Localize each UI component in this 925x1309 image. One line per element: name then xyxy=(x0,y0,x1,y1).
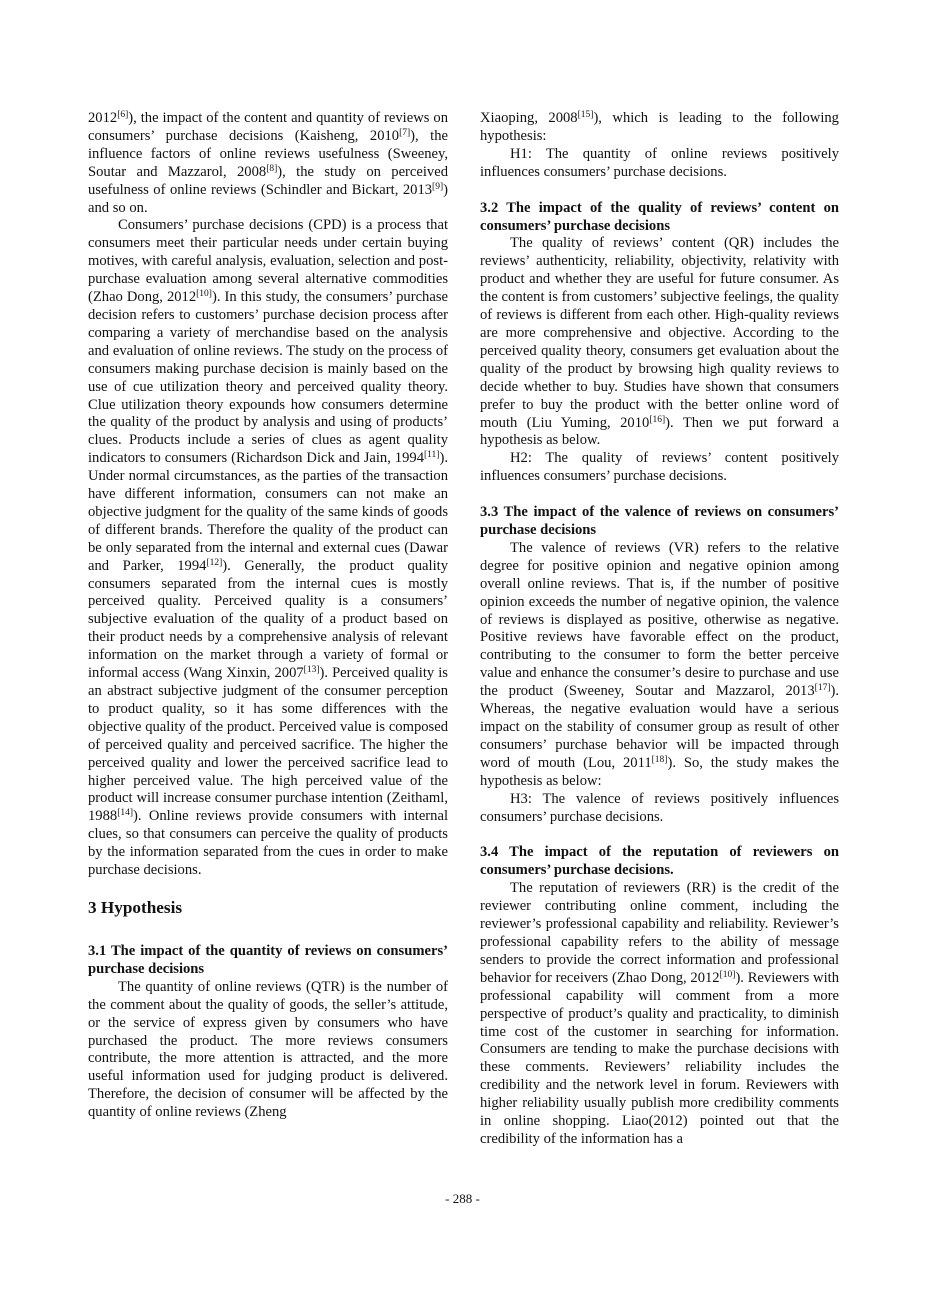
paragraph-reputation-of-reviewers: The reputation of reviewers (RR) is the credit of the reviewer contributing online comment, including the reviewer’s professional capability and reliability. Reviewer’s professional capability refers to the ability of message senders to provide the correct information and professional behavior for receivers (Zhao Dong, 2012[10]). Reviewers with professional capability will comment from a more perspective of product’s quality and practicality, to diminish time cost of the customer in searching for information. Consumers are tending to make the purchase decisions with these comments. Reviewers’ reliability includes the credibility and the network level in forum. Reviewers with higher reliability usually publish more credibility comments in online shopping. Liao(2012) pointed out that the credibility of the information has a xyxy=(480,880,839,1147)
left-column xyxy=(88,110,448,1122)
paragraph-valence-of-reviews: The valence of reviews (VR) refers to the relative degree for positive opinion and negative opinion among overall online reviews. That is, if the number of positive opinion exceeds the number of negative opinion, the valence of reviews is displayed as positive, otherwise as negative. Positive reviews have favorable effect on the product, contributing to the consumer to form the better perceive value and enhance the consumer’s desire to purchase and use the product (Sweeney, Soutar and Mazzarol, 2013[17]). Whereas, the negative evaluation would have a serious impact on the stability of consumer group as result of other consumers’ purchase behavior will be impacted through word of mouth (Lou, 2011[18]). So, the study makes the hypothesis as below: xyxy=(480,539,840,789)
paragraph-cpd-definition: Consumers’ purchase decisions (CPD) is a process that consumers meet their particular needs under certain buying motives, with careful analysis, evaluation, selection and post-purchase evaluation among several alternative commodities (Zhao Dong, 2012[10]). In this study, the consumers’ purchase decision refers to customers’ purchase decision process after comparing a variety of merchandise based on the analysis and evaluation of online reviews. The study on the process of consumers making purchase decision is mainly based on the use of cue utilization theory and perceived quality theory. Clue utilization theory expounds how consumers determine the quality of the product by analysis and using of products’ clues. Products include a series of clues as agent quality indicators to consumers (Richardson Dick and Jain, 1994[11]). Under normal circumstances, as the parties of the transaction have different information, consumers can not make an objective judgment for the quality of the same kinds of goods of different brands. Therefore the quality of the product can be only separated from the internal and external cues (Dawar and Parker, 1994[12]). Generally, the product quality consumers separated from the internal cues is mostly perceived quality. Perceived quality is a consumers’ subjective evaluation of the quality of a product based on their product needs by a comprehensive analysis of relevant information on the market through a variety of formal or informal access (Wang Xinxin, 2007[13]). Perceived quality is an abstract subjective judgment of the consumer perception to product quality, so it has some differences with the objective quality of the product. Perceived value is composed of perceived quality and perceived sacrifice. The higher the perceived quality and lower the perceived sacrifice lead to higher perceived value. The high perceived value of the product will increase consumer purchase intention (Zeithaml, 1988[14]). Online reviews provide consumers with internal clues, so that consumers can perceive the quality of products by the information separated from the cues in order to make purchase decisions. xyxy=(88,217,448,879)
citation-ref: [18] xyxy=(651,754,668,765)
citation-ref: [9] xyxy=(432,181,444,192)
citation-ref: [17] xyxy=(814,683,831,694)
paragraph-quality-of-content: The quality of reviews’ content (QR) includes the reviews’ authenticity, reliability, objectivity, relativity with product and whether they are useful for future consumer. As the content is from customers’ subjective feelings, the quality of reviews is different from each other. High-quality reviews are more comprehensive and objective. According to the perceived quality theory, consumers get evaluation about the quality of the product by browsing high quality reviews to decide whether to buy. Studies have shown that consumers prefer to buy the product with the better online word of mouth (Liu Yuming, 2010[16]). Then we put forward a hypothesis as below. xyxy=(480,235,839,449)
subsection-heading-3-1: 3.1 The impact of the quantity of reviews on consumers’ purchase decisions xyxy=(88,942,448,977)
citation-ref: [10] xyxy=(719,969,736,980)
subsection-heading-3-3: 3.3 The impact of the valence of reviews on consumers’ purchase decisions xyxy=(480,504,839,539)
citation-ref: [10] xyxy=(196,289,212,300)
citation-ref: [14] xyxy=(117,808,134,819)
citation-ref: [7] xyxy=(399,127,411,138)
citation-ref: [13] xyxy=(303,665,320,676)
page-number: - 288 - xyxy=(445,1191,480,1206)
hypothesis-h3: H3: The valence of reviews positively influences consumers’ purchase decisions. xyxy=(480,790,839,825)
citation-ref: [15] xyxy=(577,110,594,120)
paragraph-continuation: Xiaoping, 2008[15]), which is leading to the following hypothesis: xyxy=(480,110,839,144)
paragraph-related-studies: 2012[6]), the impact of the content and quantity of reviews on consumers’ purchase decisions (Kaisheng, 2010[7]), the influence factors of online reviews usefulness (Sweeney, Soutar and Mazzarol, 2008[8]), the study on perceived usefulness of online reviews (Schindler and Bickart, 2013[9]) and so on. xyxy=(88,110,448,216)
hypothesis-h2: H2: The quality of reviews’ content positively influences consumers’ purchase decisions. xyxy=(480,450,839,485)
subsection-heading-3-4: 3.4 The impact of the reputation of reviewers on consumers’ purchase decisions. xyxy=(480,844,839,879)
subsection-heading-3-2: 3.2 The impact of the quality of reviews’ content on consumers’ purchase decisions xyxy=(480,199,839,234)
citation-ref: [6] xyxy=(117,110,129,120)
section-heading-hypothesis: 3 Hypothesis xyxy=(88,897,183,917)
paragraph-quantity-of-reviews: The quantity of online reviews (QTR) is the number of the comment about the quality of goods, the seller’s attitude, or the service of express given by consumers who have purchased the product. The more reviews consumers contribute, the more attention is attracted, and the more useful information used for judging product is delivered. Therefore, the decision of consumer will be affected by the quantity of online reviews (Zheng xyxy=(88,978,448,1121)
hypothesis-h1: H1: The quantity of online reviews positively influences consumers’ purchase decisions. xyxy=(480,145,839,180)
citation-ref: [16] xyxy=(649,414,666,425)
citation-ref: [12] xyxy=(206,557,223,568)
citation-ref: [11] xyxy=(424,450,440,461)
right-column xyxy=(480,110,839,1149)
citation-ref: [8] xyxy=(266,163,278,174)
